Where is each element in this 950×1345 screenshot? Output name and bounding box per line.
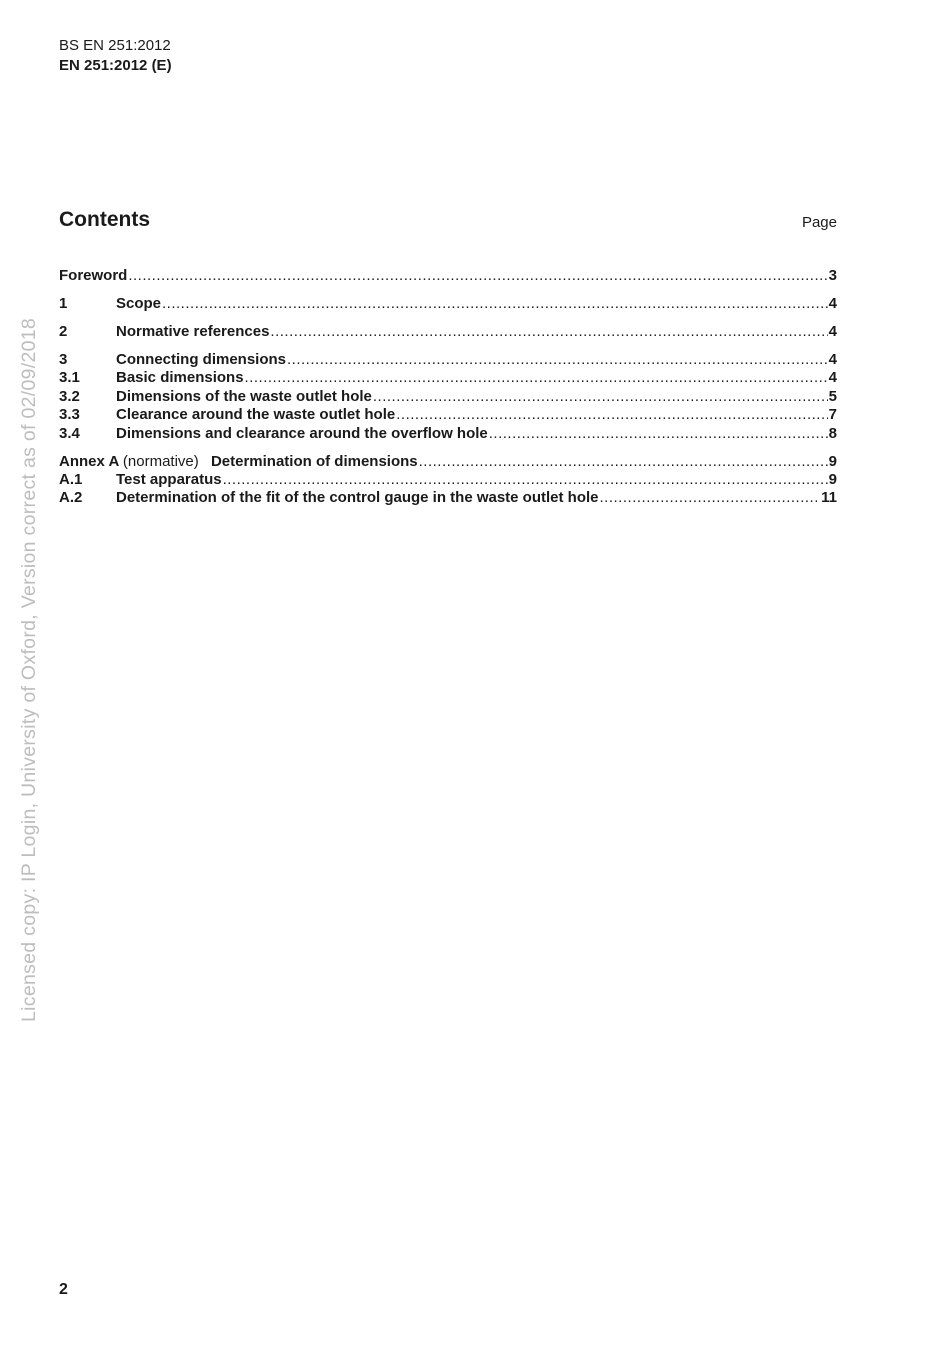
toc-number: 1 xyxy=(59,294,68,312)
toc-title: Determination of the fit of the control gauge in the waste outlet hole xyxy=(116,489,599,507)
toc-number: 3 xyxy=(59,350,68,368)
toc-page: 9 xyxy=(828,452,837,470)
toc-entry-annex-a[interactable] xyxy=(59,453,837,471)
toc-entry-waste-outlet-clearance[interactable] xyxy=(59,406,837,424)
toc-title: Clearance around the waste outlet hole xyxy=(116,406,396,424)
toc-number: 3.2 xyxy=(59,387,80,405)
toc-entry-scope[interactable] xyxy=(59,295,837,313)
toc-leader xyxy=(128,267,827,285)
annex-type: (normative) xyxy=(122,452,199,470)
toc-entry-foreword[interactable] xyxy=(59,267,837,285)
toc-title: Dimensions of the waste outlet hole xyxy=(116,387,372,405)
toc-leader xyxy=(287,351,828,369)
toc-page: 11 xyxy=(821,489,837,507)
contents-title: Contents xyxy=(59,208,150,231)
toc-title: Test apparatus xyxy=(116,470,222,488)
toc-leader xyxy=(245,369,828,387)
table-of-contents xyxy=(59,267,837,508)
toc-number: A.2 xyxy=(59,489,83,507)
toc-leader xyxy=(396,406,827,424)
standard-code: BS EN 251:2012 xyxy=(59,37,171,54)
annex-label: Annex A xyxy=(59,452,119,470)
toc-page: 9 xyxy=(828,470,837,488)
page-number: 2 xyxy=(59,1281,68,1298)
toc-page: 3 xyxy=(828,267,837,284)
toc-leader xyxy=(270,323,827,341)
toc-annex-heading xyxy=(59,453,418,471)
toc-entry-normative-references[interactable] xyxy=(59,323,837,341)
toc-entry-overflow-hole[interactable] xyxy=(59,425,837,443)
toc-title: Connecting dimensions xyxy=(116,350,287,368)
toc-page: 4 xyxy=(828,350,837,368)
toc-page: 4 xyxy=(828,369,837,387)
toc-leader xyxy=(489,425,828,443)
toc-number: 2 xyxy=(59,322,68,340)
toc-number: 3.3 xyxy=(59,406,80,424)
toc-entry-test-apparatus[interactable] xyxy=(59,471,837,489)
toc-title: Foreword xyxy=(59,267,128,284)
toc-title: Normative references xyxy=(116,322,270,340)
toc-entry-waste-outlet-dimensions[interactable] xyxy=(59,388,837,406)
toc-page: 5 xyxy=(828,387,837,405)
toc-number: 3.1 xyxy=(59,369,80,387)
toc-entry-connecting-dimensions[interactable] xyxy=(59,351,837,369)
toc-page: 4 xyxy=(828,322,837,340)
en-code: EN 251:2012 (E) xyxy=(59,57,172,74)
toc-title: Scope xyxy=(116,294,162,312)
toc-leader xyxy=(373,388,828,406)
toc-entry-basic-dimensions[interactable] xyxy=(59,369,837,387)
toc-page: 8 xyxy=(828,424,837,442)
toc-entry-control-gauge-fit[interactable] xyxy=(59,489,837,507)
document-header xyxy=(59,36,172,76)
toc-leader xyxy=(162,295,828,313)
toc-leader xyxy=(419,453,828,471)
toc-title: Dimensions and clearance around the overflow hole xyxy=(116,424,488,442)
toc-leader xyxy=(223,471,828,489)
toc-leader xyxy=(600,489,821,507)
page-column-label: Page xyxy=(801,214,837,231)
toc-number: 3.4 xyxy=(59,424,80,442)
annex-title: Determination of dimensions xyxy=(210,452,418,470)
toc-page: 7 xyxy=(828,406,837,424)
toc-number: A.1 xyxy=(59,470,83,488)
toc-title: Basic dimensions xyxy=(116,369,244,387)
toc-page: 4 xyxy=(828,294,837,312)
license-watermark: Licensed copy: IP Login, University of Oxford, Version correct as of 02/09/2018 xyxy=(18,317,40,1022)
